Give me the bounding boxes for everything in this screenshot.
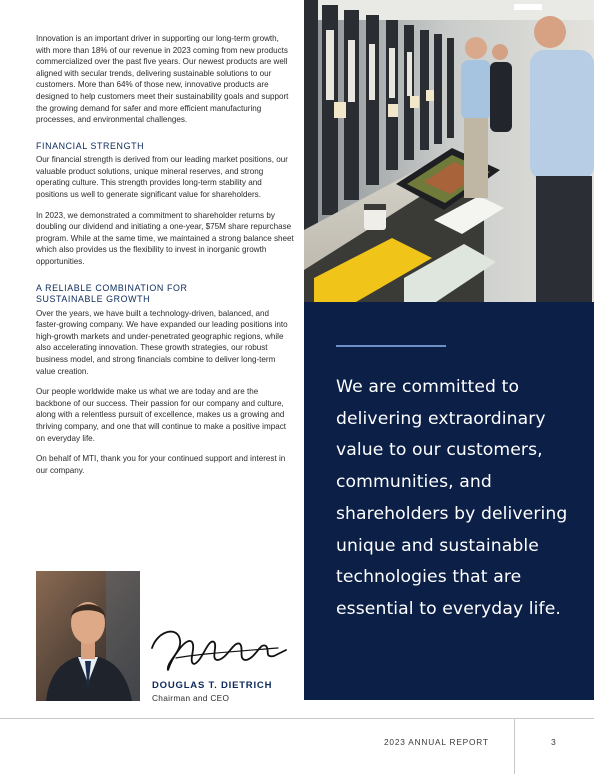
footer-report-label: 2023 ANNUAL REPORT [384,737,489,747]
combination-heading [36,283,294,306]
lab-photo [304,0,594,302]
combination-paragraph-2: Our people worldwide make us what we are today and are the backbone of our success. Their passion for our company and culture, along with a relentless pursuit of excellence, makes us a growing and thriving company, and one that will continue to make a positive impact on everyday life. [36,387,286,443]
ceo-portrait [36,571,140,701]
letter-body [36,33,294,485]
signer-title: Chairman and CEO [152,693,230,703]
combination-paragraph-3: On behalf of MTI, thank you for your continued support and interest in our company. [36,454,286,475]
signature-illustration [148,618,288,678]
lab-photo-illustration [304,0,594,302]
quote-panel [304,302,594,700]
combination-heading-line2: SUSTAINABLE GROWTH [36,294,151,305]
ceo-signature [148,618,288,678]
combination-paragraph-1: Over the years, we have built a technology-driven, balanced, and faster-growing company. We have expanded our leading positions into high-growth markets and under-penetrated geographic regions, while also accelerating innovation. These growth strategies, our robust business model, and strong financials combine to deliver long-term value creation. [36,308,288,376]
combination-heading-line1: A RELIABLE COMBINATION FOR [36,282,188,293]
signer-name: DOUGLAS T. DIETRICH [152,680,273,691]
financial-paragraph-2: In 2023, we demonstrated a commitment to shareholder returns by doubling our dividend and initiating a one-year, $75M share repurchase program. While at the same time, we maintained a strong balance sheet which also provides us the flexibility to invest in inorganic growth opportunities. [36,210,294,266]
ceo-portrait-illustration [36,571,140,701]
financial-paragraph-1: Our financial strength is derived from our leading market positions, our valuable product solutions, unique mineral reserves, and strong operating culture. This strength provides long-term stability and positions us well to generate significant value for shareholders. [36,155,288,200]
intro-paragraph: Innovation is an important driver in supporting our long-term growth, with more than 18% of our revenue in 2023 coming from new products commercialized over the past five years. Our newest products are well aligned with secular trends, delivering sustainable solutions to our customers. More than 64% of those new, innovative products are designed to help customers meet their sustainability goals and support the growing demand for safer and more efficient manufacturing processes, and environmental challenges. [36,34,289,125]
footer-divider [514,718,515,774]
quote-accent-rule [336,345,446,347]
footer-rule [0,718,594,719]
page-number: 3 [551,737,556,747]
pull-quote: We are committed to delivering extraordinary value to our customers, communities, and shareholders by delivering unique and sustainable technologies that are essential to everyday life. [336,377,568,619]
financial-strength-heading: FINANCIAL STRENGTH [36,140,145,151]
